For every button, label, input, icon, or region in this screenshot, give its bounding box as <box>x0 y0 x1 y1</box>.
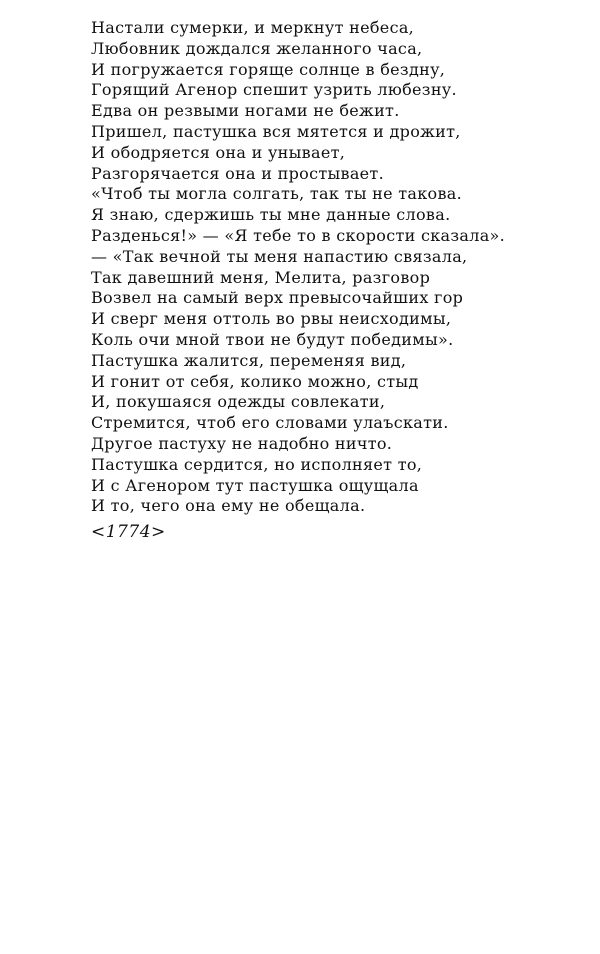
poem-line: Так давешний меня, Мелита, разговор <box>91 267 431 287</box>
poem-line: И гонит от себя, колико можно, стыд <box>91 371 419 391</box>
poem-line: Едва он резвыми ногами не бежит. <box>91 101 400 121</box>
poem-line: «Чтоб ты могла солгать, так ты не такова. <box>91 184 463 204</box>
poem-text <box>91 18 531 517</box>
poem-line: Коль очи мной твои не будут победимы». <box>91 329 454 349</box>
poem-line: Пришел, пастушка вся мятется и дрожит, <box>91 121 461 141</box>
poem-line: Настали сумерки, и меркнут небеса, <box>91 18 415 37</box>
poem-line: И сверг меня оттоль во рвы неисходимы, <box>91 309 452 329</box>
poem-line: Возвел на самый верх превысочайших гор <box>91 288 464 308</box>
poem-line: Любовник дождался желанного часа, <box>91 38 423 58</box>
poem-line: И с Агенором тут пастушка ощущала <box>91 475 419 495</box>
poem-line: — «Так вечной ты меня напастию связала, <box>91 246 468 266</box>
poem-line: Я знаю, сдержишь ты мне данные слова. <box>91 205 451 225</box>
poem-line: Разгорячается она и простывает. <box>91 163 384 183</box>
poem-line: И то, чего она ему не обещала. <box>91 496 366 516</box>
poem-line: Пастушка сердится, но исполняет то, <box>91 454 423 474</box>
poem-line: И, покушаяся одежды совлекати, <box>91 392 386 412</box>
poem-line: Стремится, чтоб его словами улаъскати. <box>91 413 449 433</box>
poem-line: И погружается горяще солнце в бездну, <box>91 59 446 79</box>
poem-line: Пастушка жалится, переменяя вид, <box>91 350 407 370</box>
poem-line: И ободряется она и унывает, <box>91 142 346 162</box>
poem-date: <1774> <box>91 522 166 542</box>
poem-line: Разденься!» — «Я тебе то в скорости сказала». <box>91 225 506 245</box>
poem-line: Другое пастуху не надобно ничто. <box>91 433 393 453</box>
poem-line: Горящий Агенор спешит узрить любезну. <box>91 80 457 100</box>
